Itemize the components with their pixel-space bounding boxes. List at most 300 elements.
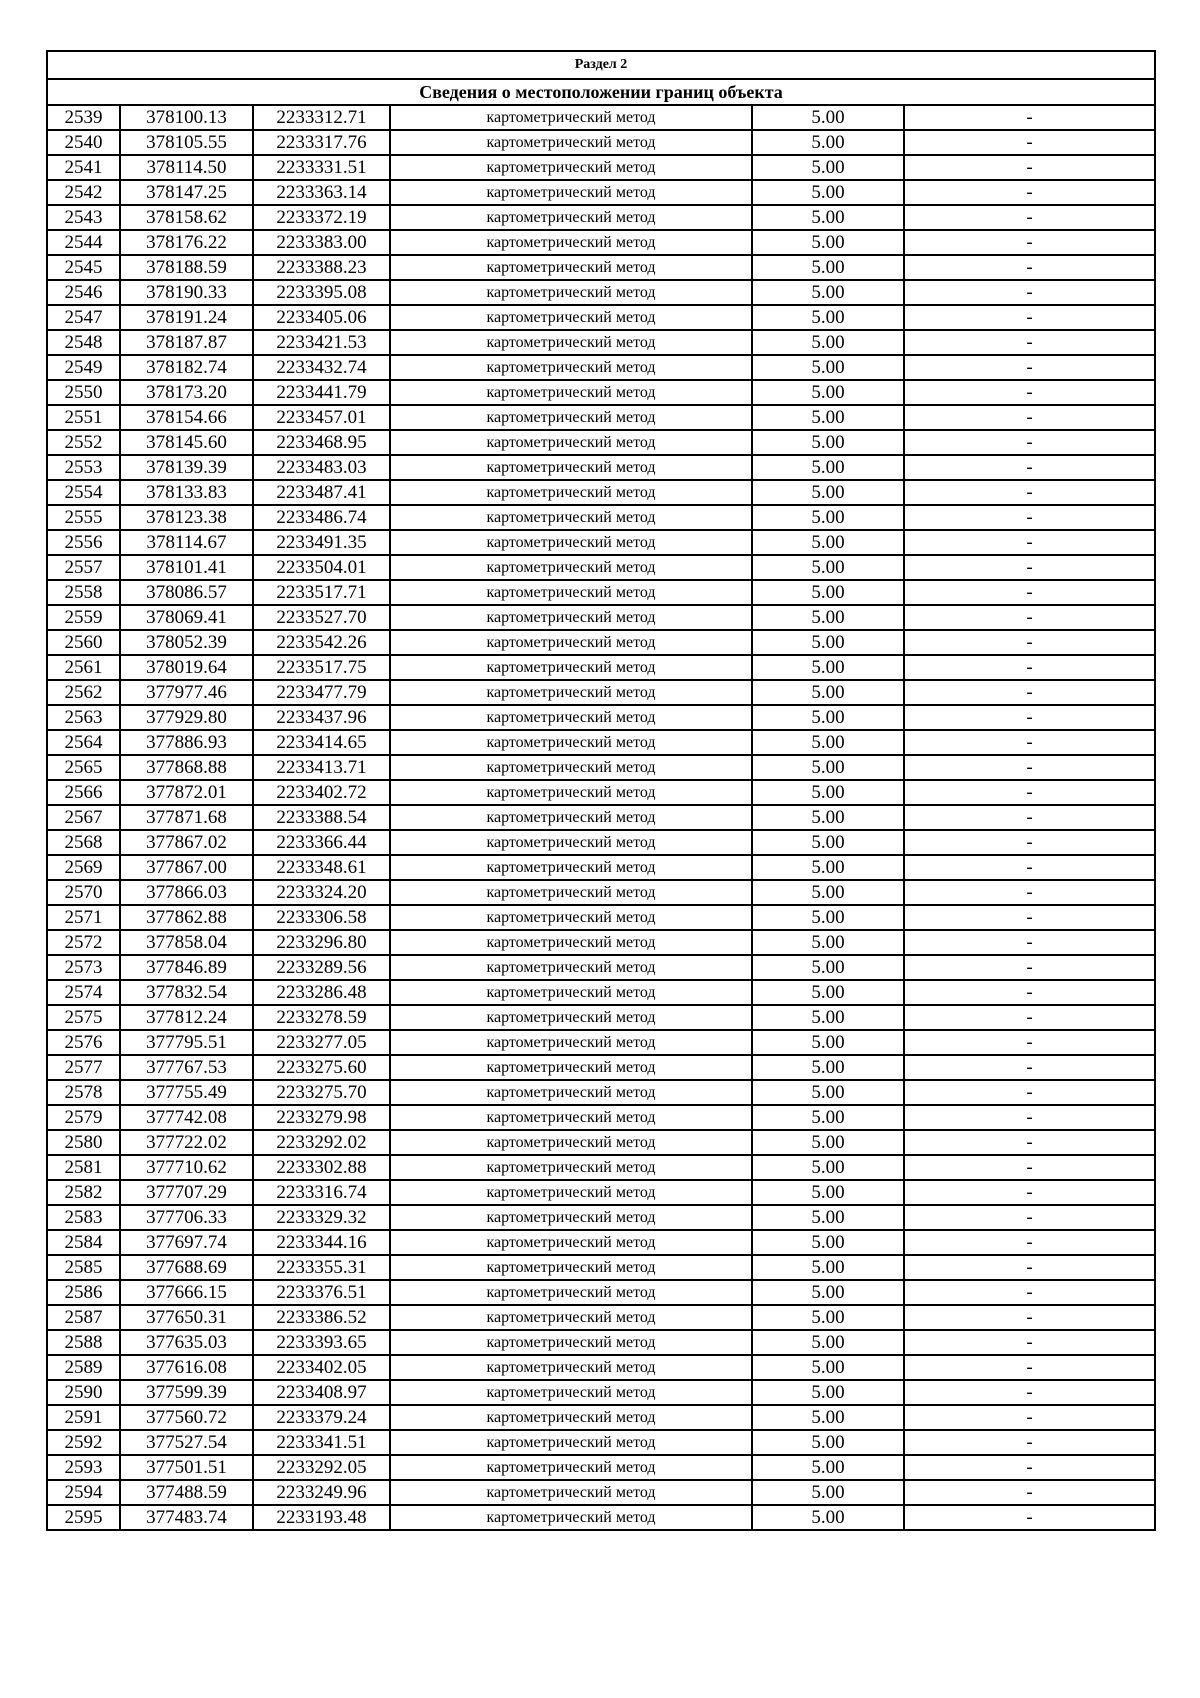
coord-y-cell: 2233477.79 <box>253 680 390 705</box>
method-cell: картометрический метод <box>390 1330 752 1355</box>
coord-y-cell: 2233388.23 <box>253 255 390 280</box>
point-number-cell: 2553 <box>47 455 120 480</box>
coord-x-cell: 377635.03 <box>120 1330 253 1355</box>
coord-y-cell: 2233413.71 <box>253 755 390 780</box>
table-row <box>47 630 1155 655</box>
point-number-cell: 2539 <box>47 105 120 130</box>
method-cell: картометрический метод <box>390 1480 752 1505</box>
coord-y-cell: 2233487.41 <box>253 480 390 505</box>
description-cell: - <box>904 1080 1155 1105</box>
coord-x-cell: 378114.67 <box>120 530 253 555</box>
table-row <box>47 1055 1155 1080</box>
coord-x-cell: 378133.83 <box>120 480 253 505</box>
method-cell: картометрический метод <box>390 380 752 405</box>
description-cell: - <box>904 1180 1155 1205</box>
coord-y-cell: 2233278.59 <box>253 1005 390 1030</box>
table-row <box>47 1380 1155 1405</box>
description-cell: - <box>904 1455 1155 1480</box>
method-cell: картометрический метод <box>390 780 752 805</box>
method-cell: картометрический метод <box>390 605 752 630</box>
point-number-cell: 2580 <box>47 1130 120 1155</box>
point-number-cell: 2559 <box>47 605 120 630</box>
coord-y-cell: 2233286.48 <box>253 980 390 1005</box>
description-cell: - <box>904 530 1155 555</box>
coord-y-cell: 2233289.56 <box>253 955 390 980</box>
accuracy-cell: 5.00 <box>752 1080 904 1105</box>
description-cell: - <box>904 430 1155 455</box>
coord-y-cell: 2233372.19 <box>253 205 390 230</box>
coord-x-cell: 377488.59 <box>120 1480 253 1505</box>
method-cell: картометрический метод <box>390 1105 752 1130</box>
table-row <box>47 530 1155 555</box>
coord-x-cell: 377862.88 <box>120 905 253 930</box>
coord-y-cell: 2233279.98 <box>253 1105 390 1130</box>
method-cell: картометрический метод <box>390 1180 752 1205</box>
method-cell: картометрический метод <box>390 1430 752 1455</box>
coord-x-cell: 378176.22 <box>120 230 253 255</box>
accuracy-cell: 5.00 <box>752 780 904 805</box>
method-cell: картометрический метод <box>390 1130 752 1155</box>
point-number-cell: 2589 <box>47 1355 120 1380</box>
table-row <box>47 1430 1155 1455</box>
table-row <box>47 680 1155 705</box>
point-number-cell: 2592 <box>47 1430 120 1455</box>
accuracy-cell: 5.00 <box>752 680 904 705</box>
table-row <box>47 1105 1155 1130</box>
description-cell: - <box>904 480 1155 505</box>
accuracy-cell: 5.00 <box>752 255 904 280</box>
method-cell: картометрический метод <box>390 1305 752 1330</box>
point-number-cell: 2588 <box>47 1330 120 1355</box>
coord-y-cell: 2233277.05 <box>253 1030 390 1055</box>
description-cell: - <box>904 105 1155 130</box>
method-cell: картометрический метод <box>390 930 752 955</box>
coord-x-cell: 377688.69 <box>120 1255 253 1280</box>
accuracy-cell: 5.00 <box>752 755 904 780</box>
coord-x-cell: 378190.33 <box>120 280 253 305</box>
description-cell: - <box>904 1055 1155 1080</box>
method-cell: картометрический метод <box>390 1155 752 1180</box>
accuracy-cell: 5.00 <box>752 1505 904 1530</box>
coord-y-cell: 2233441.79 <box>253 380 390 405</box>
method-cell: картометрический метод <box>390 580 752 605</box>
coord-x-cell: 377483.74 <box>120 1505 253 1530</box>
coord-x-cell: 378123.38 <box>120 505 253 530</box>
point-number-cell: 2567 <box>47 805 120 830</box>
point-number-cell: 2568 <box>47 830 120 855</box>
table-row <box>47 705 1155 730</box>
point-number-cell: 2564 <box>47 730 120 755</box>
table-row <box>47 1280 1155 1305</box>
accuracy-cell: 5.00 <box>752 180 904 205</box>
coord-x-cell: 377867.00 <box>120 855 253 880</box>
table-row <box>47 1455 1155 1480</box>
table-row <box>47 1505 1155 1530</box>
accuracy-cell: 5.00 <box>752 430 904 455</box>
description-cell: - <box>904 330 1155 355</box>
description-cell: - <box>904 230 1155 255</box>
accuracy-cell: 5.00 <box>752 230 904 255</box>
method-cell: картометрический метод <box>390 330 752 355</box>
table-row <box>47 830 1155 855</box>
coord-x-cell: 378145.60 <box>120 430 253 455</box>
description-cell: - <box>904 880 1155 905</box>
description-cell: - <box>904 1480 1155 1505</box>
point-number-cell: 2566 <box>47 780 120 805</box>
table-row <box>47 480 1155 505</box>
coord-y-cell: 2233421.53 <box>253 330 390 355</box>
accuracy-cell: 5.00 <box>752 1055 904 1080</box>
accuracy-cell: 5.00 <box>752 280 904 305</box>
description-cell: - <box>904 305 1155 330</box>
coord-x-cell: 377710.62 <box>120 1155 253 1180</box>
description-cell: - <box>904 1030 1155 1055</box>
table-row <box>47 555 1155 580</box>
table-row <box>47 1255 1155 1280</box>
point-number-cell: 2549 <box>47 355 120 380</box>
section-title: Раздел 2 <box>47 51 1155 79</box>
document-page <box>46 50 1156 1531</box>
point-number-cell: 2585 <box>47 1255 120 1280</box>
coord-x-cell: 377616.08 <box>120 1355 253 1380</box>
coord-y-cell: 2233437.96 <box>253 705 390 730</box>
coord-x-cell: 378188.59 <box>120 255 253 280</box>
accuracy-cell: 5.00 <box>752 630 904 655</box>
coord-y-cell: 2233193.48 <box>253 1505 390 1530</box>
table-row <box>47 130 1155 155</box>
coord-x-cell: 377886.93 <box>120 730 253 755</box>
table-title-row <box>47 79 1155 105</box>
method-cell: картометрический метод <box>390 755 752 780</box>
description-cell: - <box>904 705 1155 730</box>
table-row <box>47 1355 1155 1380</box>
description-cell: - <box>904 1155 1155 1180</box>
accuracy-cell: 5.00 <box>752 105 904 130</box>
coord-y-cell: 2233296.80 <box>253 930 390 955</box>
method-cell: картометрический метод <box>390 155 752 180</box>
point-number-cell: 2582 <box>47 1180 120 1205</box>
coord-y-cell: 2233542.26 <box>253 630 390 655</box>
accuracy-cell: 5.00 <box>752 580 904 605</box>
table-row <box>47 1305 1155 1330</box>
coord-x-cell: 377871.68 <box>120 805 253 830</box>
method-cell: картометрический метод <box>390 1205 752 1230</box>
table-title: Сведения о местоположении границ объекта <box>47 79 1155 105</box>
description-cell: - <box>904 955 1155 980</box>
method-cell: картометрический метод <box>390 1255 752 1280</box>
table-row <box>47 1130 1155 1155</box>
coord-x-cell: 378154.66 <box>120 405 253 430</box>
coord-x-cell: 377650.31 <box>120 1305 253 1330</box>
point-number-cell: 2571 <box>47 905 120 930</box>
table-row <box>47 1330 1155 1355</box>
coord-y-cell: 2233324.20 <box>253 880 390 905</box>
description-cell: - <box>904 830 1155 855</box>
description-cell: - <box>904 355 1155 380</box>
coord-x-cell: 377867.02 <box>120 830 253 855</box>
coord-y-cell: 2233517.71 <box>253 580 390 605</box>
method-cell: картометрический метод <box>390 1380 752 1405</box>
description-cell: - <box>904 205 1155 230</box>
accuracy-cell: 5.00 <box>752 605 904 630</box>
method-cell: картометрический метод <box>390 805 752 830</box>
description-cell: - <box>904 1305 1155 1330</box>
table-row <box>47 730 1155 755</box>
description-cell: - <box>904 680 1155 705</box>
method-cell: картометрический метод <box>390 355 752 380</box>
point-number-cell: 2554 <box>47 480 120 505</box>
point-number-cell: 2541 <box>47 155 120 180</box>
coord-x-cell: 377707.29 <box>120 1180 253 1205</box>
description-cell: - <box>904 805 1155 830</box>
point-number-cell: 2563 <box>47 705 120 730</box>
description-cell: - <box>904 730 1155 755</box>
accuracy-cell: 5.00 <box>752 1030 904 1055</box>
coord-x-cell: 377846.89 <box>120 955 253 980</box>
table-row <box>47 755 1155 780</box>
table-row <box>47 1030 1155 1055</box>
description-cell: - <box>904 1330 1155 1355</box>
table-row <box>47 380 1155 405</box>
table-row <box>47 980 1155 1005</box>
method-cell: картометрический метод <box>390 280 752 305</box>
coord-x-cell: 378019.64 <box>120 655 253 680</box>
method-cell: картометрический метод <box>390 405 752 430</box>
method-cell: картометрический метод <box>390 880 752 905</box>
coord-y-cell: 2233408.97 <box>253 1380 390 1405</box>
method-cell: картометрический метод <box>390 105 752 130</box>
coord-y-cell: 2233292.05 <box>253 1455 390 1480</box>
method-cell: картометрический метод <box>390 955 752 980</box>
coord-x-cell: 378114.50 <box>120 155 253 180</box>
coord-x-cell: 378105.55 <box>120 130 253 155</box>
description-cell: - <box>904 505 1155 530</box>
accuracy-cell: 5.00 <box>752 1255 904 1280</box>
table-row <box>47 180 1155 205</box>
coord-y-cell: 2233292.02 <box>253 1130 390 1155</box>
table-row <box>47 505 1155 530</box>
coord-y-cell: 2233317.76 <box>253 130 390 155</box>
description-cell: - <box>904 1430 1155 1455</box>
accuracy-cell: 5.00 <box>752 655 904 680</box>
method-cell: картометрический метод <box>390 1505 752 1530</box>
description-cell: - <box>904 455 1155 480</box>
point-number-cell: 2552 <box>47 430 120 455</box>
point-number-cell: 2595 <box>47 1505 120 1530</box>
point-number-cell: 2570 <box>47 880 120 905</box>
accuracy-cell: 5.00 <box>752 555 904 580</box>
description-cell: - <box>904 1405 1155 1430</box>
coord-x-cell: 377697.74 <box>120 1230 253 1255</box>
coord-y-cell: 2233331.51 <box>253 155 390 180</box>
coord-x-cell: 377722.02 <box>120 1130 253 1155</box>
accuracy-cell: 5.00 <box>752 530 904 555</box>
point-number-cell: 2583 <box>47 1205 120 1230</box>
coord-y-cell: 2233306.58 <box>253 905 390 930</box>
point-number-cell: 2569 <box>47 855 120 880</box>
coord-x-cell: 378191.24 <box>120 305 253 330</box>
accuracy-cell: 5.00 <box>752 1355 904 1380</box>
coord-x-cell: 377767.53 <box>120 1055 253 1080</box>
accuracy-cell: 5.00 <box>752 1330 904 1355</box>
method-cell: картометрический метод <box>390 505 752 530</box>
description-cell: - <box>904 855 1155 880</box>
boundary-coordinates-table <box>46 50 1156 1531</box>
accuracy-cell: 5.00 <box>752 1430 904 1455</box>
coord-x-cell: 377755.49 <box>120 1080 253 1105</box>
accuracy-cell: 5.00 <box>752 205 904 230</box>
accuracy-cell: 5.00 <box>752 1380 904 1405</box>
table-row <box>47 880 1155 905</box>
description-cell: - <box>904 605 1155 630</box>
table-row <box>47 1480 1155 1505</box>
method-cell: картометрический метод <box>390 1230 752 1255</box>
accuracy-cell: 5.00 <box>752 1180 904 1205</box>
accuracy-cell: 5.00 <box>752 1455 904 1480</box>
accuracy-cell: 5.00 <box>752 1105 904 1130</box>
method-cell: картометрический метод <box>390 530 752 555</box>
point-number-cell: 2547 <box>47 305 120 330</box>
point-number-cell: 2560 <box>47 630 120 655</box>
accuracy-cell: 5.00 <box>752 505 904 530</box>
coord-x-cell: 377866.03 <box>120 880 253 905</box>
table-row <box>47 355 1155 380</box>
coord-y-cell: 2233393.65 <box>253 1330 390 1355</box>
coord-x-cell: 378173.20 <box>120 380 253 405</box>
point-number-cell: 2573 <box>47 955 120 980</box>
point-number-cell: 2561 <box>47 655 120 680</box>
description-cell: - <box>904 1005 1155 1030</box>
table-row <box>47 1405 1155 1430</box>
method-cell: картометрический метод <box>390 830 752 855</box>
coord-y-cell: 2233386.52 <box>253 1305 390 1330</box>
point-number-cell: 2576 <box>47 1030 120 1055</box>
description-cell: - <box>904 1355 1155 1380</box>
method-cell: картометрический метод <box>390 305 752 330</box>
accuracy-cell: 5.00 <box>752 705 904 730</box>
description-cell: - <box>904 280 1155 305</box>
coord-x-cell: 378100.13 <box>120 105 253 130</box>
accuracy-cell: 5.00 <box>752 355 904 380</box>
point-number-cell: 2562 <box>47 680 120 705</box>
accuracy-cell: 5.00 <box>752 155 904 180</box>
method-cell: картометрический метод <box>390 730 752 755</box>
accuracy-cell: 5.00 <box>752 1130 904 1155</box>
coord-y-cell: 2233486.74 <box>253 505 390 530</box>
point-number-cell: 2586 <box>47 1280 120 1305</box>
table-row <box>47 1205 1155 1230</box>
method-cell: картометрический метод <box>390 630 752 655</box>
point-number-cell: 2551 <box>47 405 120 430</box>
coord-y-cell: 2233468.95 <box>253 430 390 455</box>
table-row <box>47 930 1155 955</box>
accuracy-cell: 5.00 <box>752 830 904 855</box>
coord-y-cell: 2233527.70 <box>253 605 390 630</box>
coord-x-cell: 377977.46 <box>120 680 253 705</box>
table-row <box>47 405 1155 430</box>
table-row <box>47 605 1155 630</box>
description-cell: - <box>904 1105 1155 1130</box>
coord-y-cell: 2233491.35 <box>253 530 390 555</box>
method-cell: картометрический метод <box>390 980 752 1005</box>
point-number-cell: 2572 <box>47 930 120 955</box>
coord-x-cell: 378187.87 <box>120 330 253 355</box>
accuracy-cell: 5.00 <box>752 730 904 755</box>
table-row <box>47 280 1155 305</box>
description-cell: - <box>904 555 1155 580</box>
method-cell: картометрический метод <box>390 655 752 680</box>
description-cell: - <box>904 1255 1155 1280</box>
method-cell: картометрический метод <box>390 680 752 705</box>
description-cell: - <box>904 930 1155 955</box>
method-cell: картометрический метод <box>390 1355 752 1380</box>
accuracy-cell: 5.00 <box>752 805 904 830</box>
coord-x-cell: 377527.54 <box>120 1430 253 1455</box>
point-number-cell: 2558 <box>47 580 120 605</box>
table-row <box>47 855 1155 880</box>
coord-x-cell: 378069.41 <box>120 605 253 630</box>
coord-x-cell: 377872.01 <box>120 780 253 805</box>
coord-x-cell: 377599.39 <box>120 1380 253 1405</box>
table-row <box>47 805 1155 830</box>
accuracy-cell: 5.00 <box>752 305 904 330</box>
method-cell: картометрический метод <box>390 1280 752 1305</box>
method-cell: картометрический метод <box>390 130 752 155</box>
coord-y-cell: 2233483.03 <box>253 455 390 480</box>
point-number-cell: 2578 <box>47 1080 120 1105</box>
coord-y-cell: 2233504.01 <box>253 555 390 580</box>
accuracy-cell: 5.00 <box>752 880 904 905</box>
coord-y-cell: 2233275.60 <box>253 1055 390 1080</box>
coord-y-cell: 2233341.51 <box>253 1430 390 1455</box>
coord-x-cell: 377812.24 <box>120 1005 253 1030</box>
point-number-cell: 2555 <box>47 505 120 530</box>
description-cell: - <box>904 905 1155 930</box>
description-cell: - <box>904 130 1155 155</box>
coord-y-cell: 2233302.88 <box>253 1155 390 1180</box>
table-row <box>47 1080 1155 1105</box>
point-number-cell: 2584 <box>47 1230 120 1255</box>
table-row <box>47 430 1155 455</box>
method-cell: картометрический метод <box>390 180 752 205</box>
description-cell: - <box>904 630 1155 655</box>
accuracy-cell: 5.00 <box>752 1280 904 1305</box>
coord-x-cell: 377832.54 <box>120 980 253 1005</box>
table-row <box>47 330 1155 355</box>
table-row <box>47 105 1155 130</box>
accuracy-cell: 5.00 <box>752 1005 904 1030</box>
accuracy-cell: 5.00 <box>752 1480 904 1505</box>
coord-x-cell: 378139.39 <box>120 455 253 480</box>
accuracy-cell: 5.00 <box>752 980 904 1005</box>
method-cell: картометрический метод <box>390 1005 752 1030</box>
coord-y-cell: 2233376.51 <box>253 1280 390 1305</box>
accuracy-cell: 5.00 <box>752 330 904 355</box>
coord-x-cell: 377666.15 <box>120 1280 253 1305</box>
coord-x-cell: 377706.33 <box>120 1205 253 1230</box>
coord-x-cell: 378182.74 <box>120 355 253 380</box>
method-cell: картометрический метод <box>390 480 752 505</box>
coord-y-cell: 2233517.75 <box>253 655 390 680</box>
accuracy-cell: 5.00 <box>752 1305 904 1330</box>
accuracy-cell: 5.00 <box>752 855 904 880</box>
point-number-cell: 2591 <box>47 1405 120 1430</box>
description-cell: - <box>904 580 1155 605</box>
coord-y-cell: 2233348.61 <box>253 855 390 880</box>
coord-y-cell: 2233383.00 <box>253 230 390 255</box>
section-header-row <box>47 51 1155 79</box>
point-number-cell: 2565 <box>47 755 120 780</box>
